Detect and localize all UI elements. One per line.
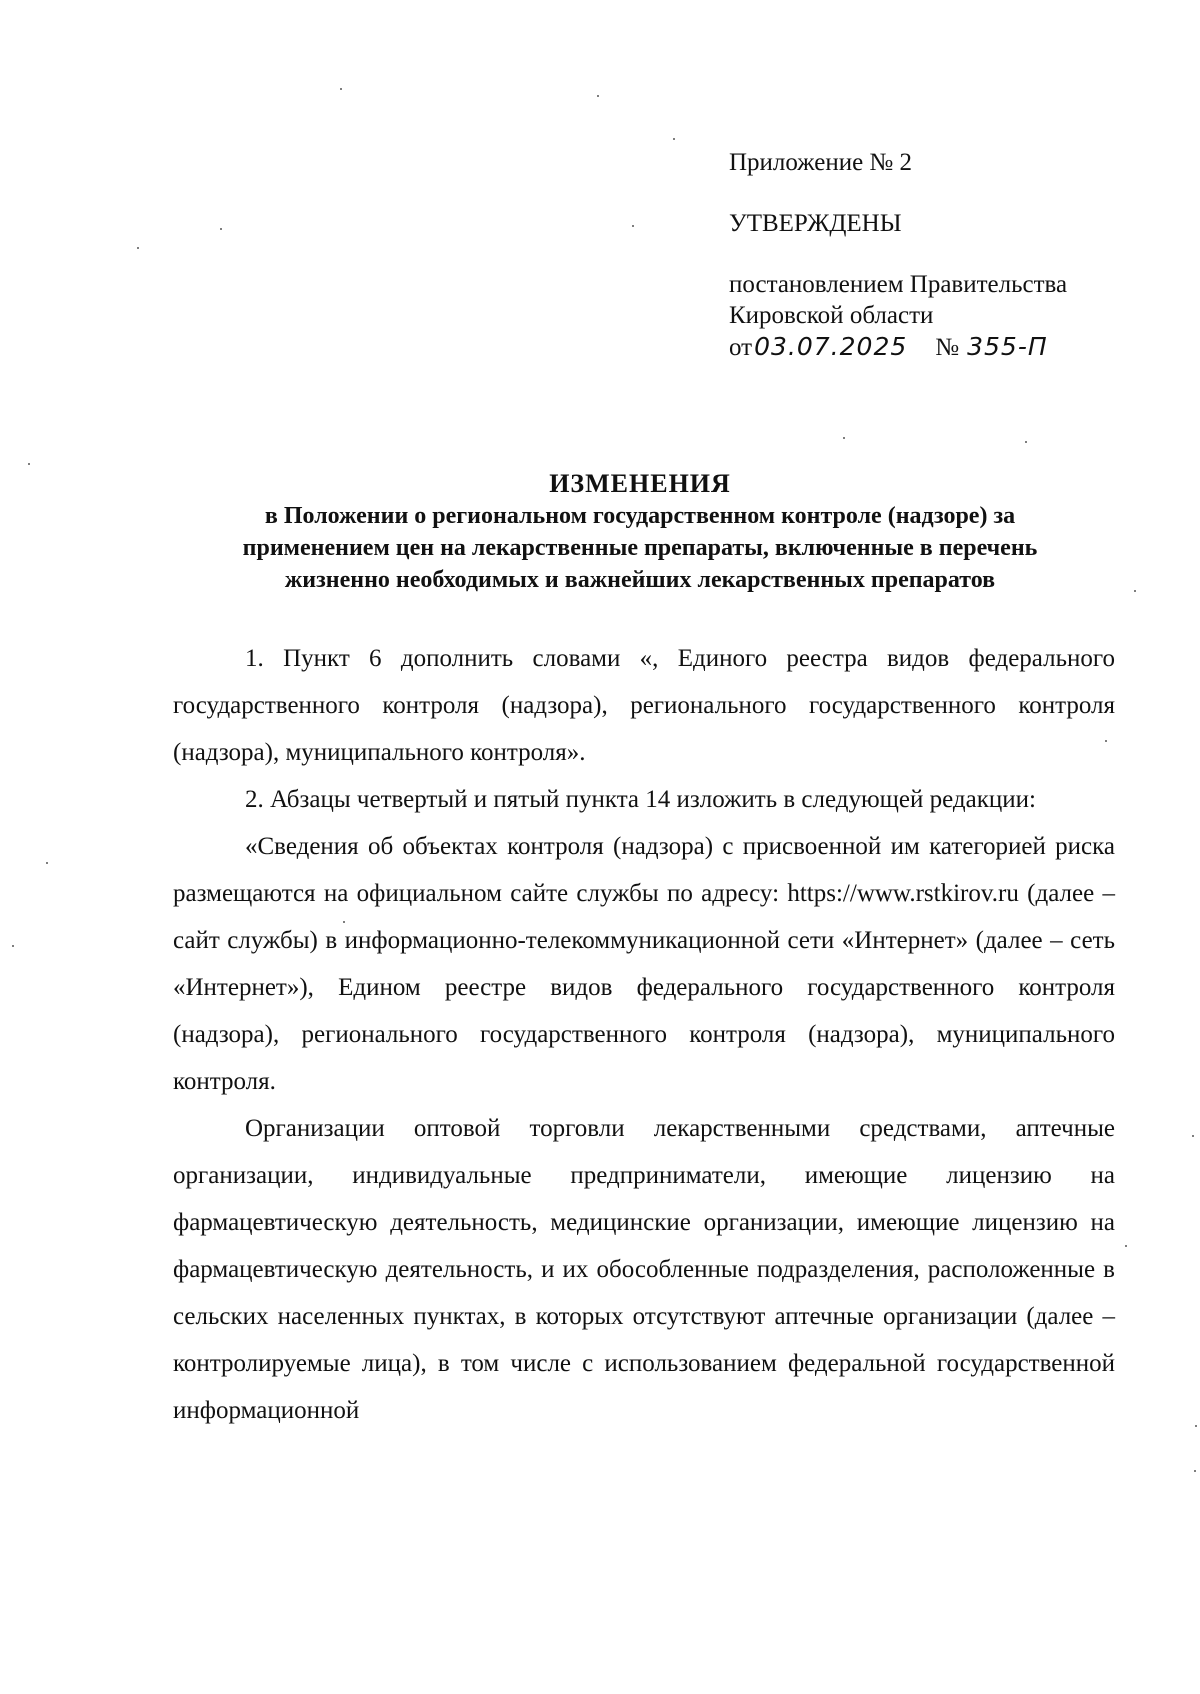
handwritten-number: 355-П [967,332,1048,361]
title-main: ИЗМЕНЕНИЯ [549,469,731,498]
decree-line-1: постановлением Правительства [729,271,1068,298]
paragraph-3: «Сведения об объектах контроля (надзора) с присвоенной им категорией риска размещаются на официальном сайте службы по адресу: https://www.rstkirov.ru (далее – сайт службы) в информационно-телекоммуникационной сети «Интернет» (далее – сеть «Интернет»), Едином реестре видов федерального государственного контроля (надзора), регионального государственного контроля (надзора), муниципального контроля. [173,833,1115,1095]
approval-header [729,140,1169,363]
decree-reference [729,269,1169,363]
scan-speck [220,228,222,230]
paragraph-4: Организации оптовой торговли лекарственными средствами, аптечные организации, индивидуальные предприниматели, имеющие лицензию на фармацевтическую деятельность, медицинские организации, имеющие лицензию на фармацевтическую деятельность, и их обособленные подразделения, расположенные в сельских населенных пунктах, в которых отсутствуют аптечные организации (далее – контролируемые лица), в том числе с использованием федеральной государственной информационной [173,1115,1115,1424]
scan-speck [843,437,845,439]
handwritten-date: 03.07.2025 [754,332,908,361]
scan-speck [1194,1470,1196,1472]
scan-speck [1195,1425,1197,1427]
scan-speck [1125,1245,1127,1247]
scan-speck [673,138,675,140]
document-body [173,635,1115,1434]
title-line-1: в Положении о региональном государственном контроле (надзоре) за [264,503,1016,529]
title-line-2: применением цен на лекарственные препараты, включенные в перечень [242,535,1038,561]
decree-date-number [729,331,1169,363]
scan-speck [12,945,14,947]
scan-speck [137,247,139,249]
scan-speck [1105,740,1107,742]
scan-speck [28,463,30,465]
scan-speck [1025,441,1027,443]
decree-line-2: Кировской области [729,302,934,329]
number-sign: № [935,334,960,361]
appendix-label: Приложение № 2 [729,149,913,176]
scan-speck [340,88,342,90]
scan-speck [1134,590,1136,592]
approved-label: УТВЕРЖДЕНЫ [729,210,902,237]
date-prefix: от [729,334,753,361]
scan-speck [46,862,48,864]
scan-speck [1192,1135,1194,1137]
paragraph-2: 2. Абзацы четвертый и пятый пункта 14 изложить в следующей редакции: [245,786,1036,813]
document-title [160,468,1120,596]
scan-speck [632,225,634,227]
paragraph-1: 1. Пункт 6 дополнить словами «, Единого реестра видов федерального государственного контроля (надзора), регионального государственного контроля (надзора), муниципального контроля». [173,645,1115,766]
scan-speck [343,921,345,923]
scan-speck [597,95,599,97]
title-line-3: жизненно необходимых и важнейших лекарственных препаратов [284,567,996,593]
